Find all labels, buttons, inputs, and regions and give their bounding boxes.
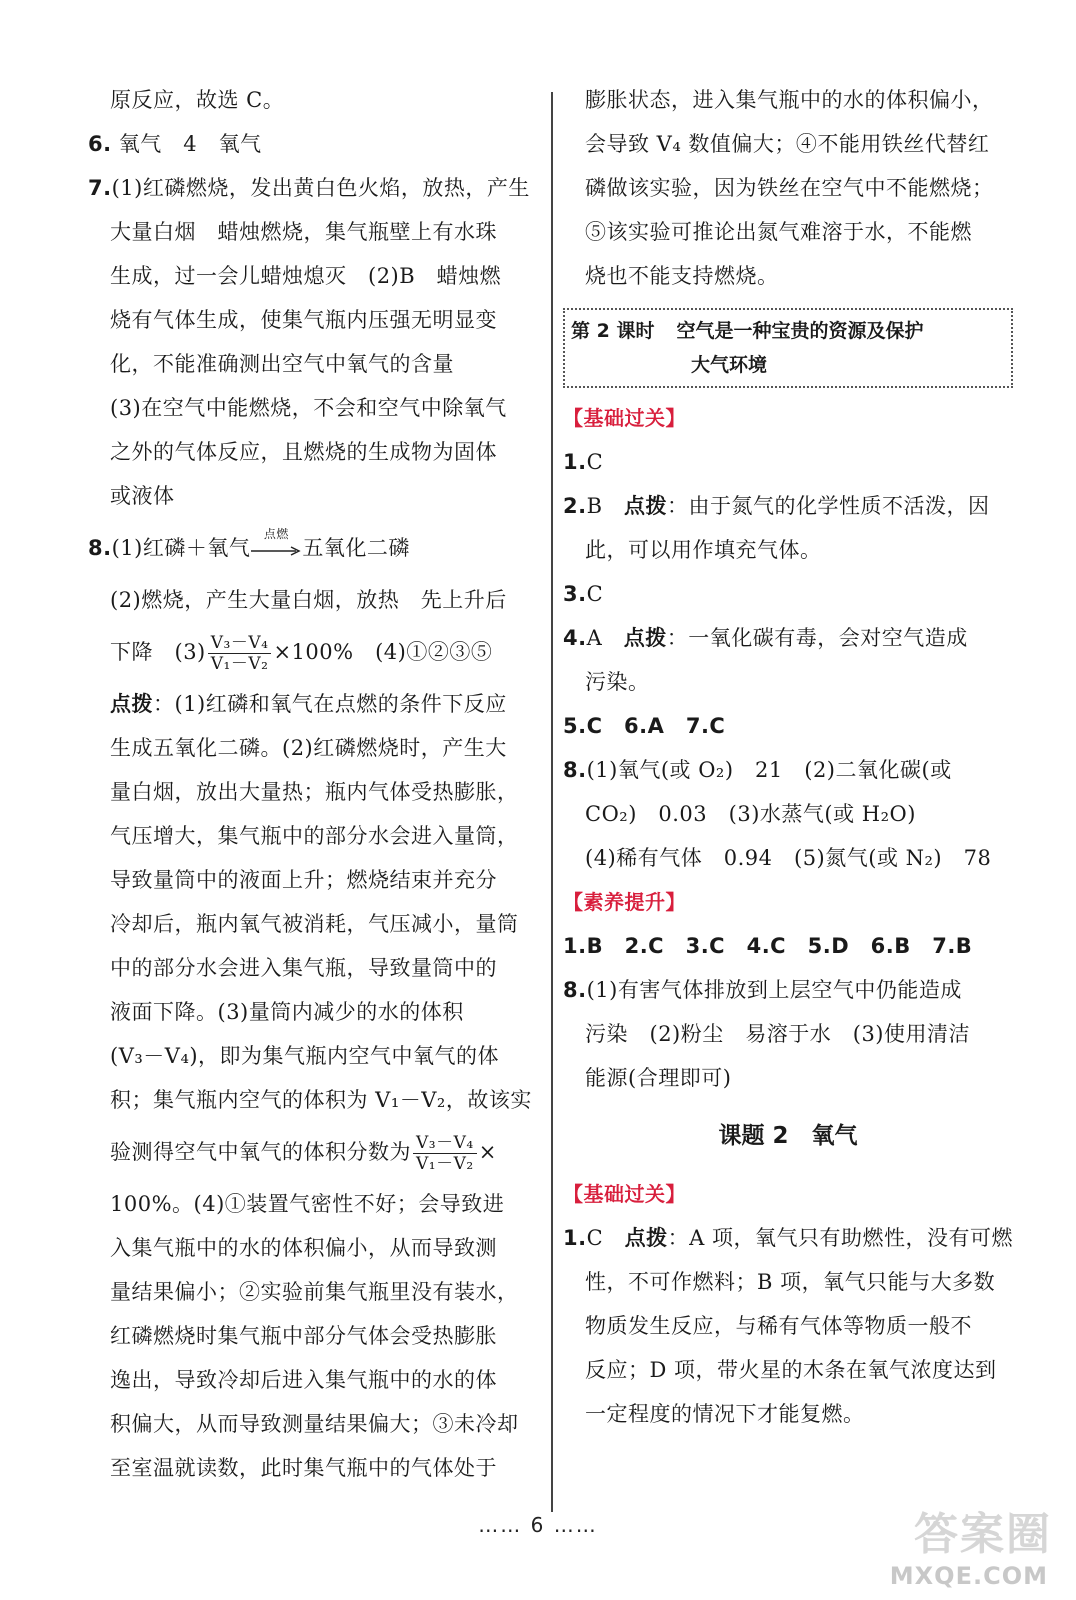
text-line: 烧有气体生成，使集气瓶内压强无明显变 <box>110 308 497 332</box>
column-divider <box>551 92 553 1512</box>
text-fragment: ：一氧化碳有毒，会对空气造成 <box>666 626 968 650</box>
text-line: 烧也不能支持燃烧。 <box>585 264 779 288</box>
text-line: 红磷燃烧时集气瓶中部分气体会受热膨胀 <box>110 1324 497 1348</box>
text-line: 污染。 <box>585 670 650 694</box>
text-fragment: ：A 项，氧气只有助燃性，没有可燃 <box>667 1226 1013 1250</box>
lesson-number: 第 2 课时 <box>571 320 655 342</box>
text-line: 量结果偏小；②实验前集气瓶里没有装水， <box>110 1280 519 1304</box>
tip-line <box>88 682 540 726</box>
answer-text: A <box>586 626 624 650</box>
text-line: (2)燃烧，产生大量白烟，放热 先上升后 <box>110 588 507 612</box>
fraction <box>413 1133 477 1174</box>
section-tag: 【素养提升】 <box>563 890 686 914</box>
answer-1 <box>563 1216 1013 1260</box>
answer-4 <box>563 616 1013 660</box>
text-fragment: 验测得空气中氧气的体积分数为 <box>110 1140 411 1164</box>
text-line: 导致量筒中的液面上升；燃烧结束并充分 <box>110 868 497 892</box>
tip-label: 点拨 <box>624 1226 668 1250</box>
equation-product: 五氧化二磷 <box>302 536 410 560</box>
text-line: 原反应，故选 C。 <box>110 88 285 112</box>
answer-text: C <box>586 1226 625 1250</box>
answer-text: (1)有害气体排放到上层空气中仍能造成 <box>586 978 962 1002</box>
reaction-arrow <box>250 526 302 560</box>
answers-5-7: 5.C 6.A 7.C <box>563 714 726 738</box>
equation-reactants: (1)红磷＋氧气 <box>111 536 251 560</box>
text-line: 或液体 <box>110 484 175 508</box>
lesson-title: 空气是一种宝贵的资源及保护 <box>676 320 924 342</box>
text-line: ⑤该实验可推论出氮气难溶于水，不能燃 <box>585 220 972 244</box>
question-number: 2. <box>563 494 587 518</box>
text-line: 性，不可作燃料；B 项，氧气只能与大多数 <box>585 1270 996 1294</box>
text-line: 化，不能准确测出空气中氧气的含量 <box>110 352 454 376</box>
text-line: 一定程度的情况下才能复燃。 <box>585 1402 865 1426</box>
footer-dots: …… <box>553 1513 598 1537</box>
text-line: CO₂) 0.03 (3)水蒸气(或 H₂O) <box>585 802 916 826</box>
text-line: 生成，过一会儿蜡烛熄灭 (2)B 蜡烛燃 <box>110 264 502 288</box>
text-line: 液面下降。(3)量筒内减少的水的体积 <box>110 1000 464 1024</box>
text-fragment: ×100% (4)①②③⑤ <box>273 640 493 664</box>
question-number: 1. <box>563 1226 587 1250</box>
footer-dots: …… <box>478 1513 523 1537</box>
text-line: 此，可以用作填充气体。 <box>585 538 822 562</box>
right-column <box>563 78 1013 1436</box>
answer-8 <box>563 968 1013 1012</box>
text-line: 入集气瓶中的水的体积偏小，从而导致测 <box>110 1236 497 1260</box>
text-line: 积偏大，从而导致测量结果偏大；③未冷却 <box>110 1412 519 1436</box>
text-line: 逸出，导致冷却后进入集气瓶中的水的体 <box>110 1368 497 1392</box>
tip-label: 点拨 <box>624 494 668 518</box>
text-line: 污染 (2)粉尘 易溶于水 (3)使用清洁 <box>585 1022 970 1046</box>
fraction-denominator: V₁－V₂ <box>210 654 269 674</box>
arrow-icon <box>250 546 302 556</box>
text-line: 量白烟，放出大量热；瓶内气体受热膨胀， <box>110 780 519 804</box>
watermark-url: MXQE.COM <box>889 1562 1048 1590</box>
text-line: (V₃－V₄)，即为集气瓶内空气中氧气的体 <box>110 1044 500 1068</box>
page-number: 6 <box>530 1513 546 1537</box>
answer-1 <box>563 440 1013 484</box>
question-number: 1. <box>563 450 587 474</box>
answer-text: (1)红磷燃烧，发出黄白色火焰，放热，产生 <box>111 176 530 200</box>
question-number: 3. <box>563 582 587 606</box>
answer-8 <box>88 518 540 578</box>
text-fragment: × <box>478 1140 497 1164</box>
text-line: 冷却后，瓶内氧气被消耗，气压减小，量筒 <box>110 912 519 936</box>
question-number: 4. <box>563 626 587 650</box>
text-line: 之外的气体反应，且燃烧的生成物为固体 <box>110 440 497 464</box>
tip-label: 点拨 <box>110 692 153 716</box>
answer-3 <box>563 572 1013 616</box>
answer-2 <box>563 484 1013 528</box>
question-number: 8. <box>563 758 587 782</box>
section-tag: 【基础过关】 <box>563 1182 686 1206</box>
text-line: 100%。(4)①装置气密性不好；会导致进 <box>110 1192 505 1216</box>
text-line: 气压增大，集气瓶中的部分水会进入量筒， <box>110 824 519 848</box>
answers-1-7: 1.B 2.C 3.C 4.C 5.D 6.B 7.B <box>563 934 973 958</box>
text-line: 大量白烟 蜡烛燃烧，集气瓶壁上有水珠 <box>110 220 497 244</box>
tip-label: 点拨 <box>623 626 667 650</box>
question-number: 7. <box>88 176 112 200</box>
answer-text: 氧气 4 氧气 <box>118 132 262 156</box>
fraction-denominator: V₁－V₂ <box>416 1154 474 1174</box>
question-number: 8. <box>563 978 587 1002</box>
answer-text: (1)氧气(或 O₂) 21 (2)二氧化碳(或 <box>586 758 952 782</box>
lesson-heading: 课题 2 氧气 <box>718 1123 858 1149</box>
text-line: 生成五氧化二磷。(2)红磷燃烧时，产生大 <box>110 736 507 760</box>
question-number: 6. <box>88 132 112 156</box>
answer-7 <box>88 166 540 210</box>
answer-text: C <box>586 582 604 606</box>
answer-8 <box>563 748 1013 792</box>
text-line: 膨胀状态，进入集气瓶中的水的体积偏小， <box>585 88 994 112</box>
text-line: 中的部分水会进入集气瓶，导致量筒中的 <box>110 956 497 980</box>
formula-line <box>88 622 540 682</box>
answer-6 <box>88 122 540 166</box>
text-line: (3)在空气中能燃烧，不会和空气中除氧气 <box>110 396 507 420</box>
text-fragment: 下降 (3) <box>110 640 206 664</box>
text-line: 积；集气瓶内空气的体积为 V₁－V₂，故该实 <box>110 1088 532 1112</box>
reaction-condition: 点燃 <box>263 526 289 541</box>
text-line: 磷做该实验，因为铁丝在空气中不能燃烧； <box>585 176 994 200</box>
watermark-logo: 答案圈 <box>914 1509 1052 1560</box>
lesson-title-continued: 大气环境 <box>691 354 768 376</box>
fraction <box>208 633 272 674</box>
text-line: 至室温就读数，此时集气瓶中的气体处于 <box>110 1456 497 1480</box>
answer-text: B <box>586 494 625 518</box>
left-column <box>88 78 540 1490</box>
text-fragment: ：由于氮气的化学性质不活泼，因 <box>667 494 990 518</box>
text-line: 物质发生反应，与稀有气体等物质一般不 <box>585 1314 972 1338</box>
text-line: (4)稀有气体 0.94 (5)氮气(或 N₂) 78 <box>585 846 992 870</box>
text-line: 反应；D 项，带火星的木条在氧气浓度达到 <box>585 1358 997 1382</box>
answer-text: C <box>586 450 604 474</box>
question-number: 8. <box>88 536 112 560</box>
text-fragment: ：(1)红磷和氧气在点燃的条件下反应 <box>153 692 507 716</box>
fraction-numerator: V₃－V₄ <box>208 633 272 654</box>
text-line: 会导致 V₄ 数值偏大；④不能用铁丝代替红 <box>585 132 990 156</box>
text-line: 能源(合理即可) <box>585 1066 732 1090</box>
fraction-numerator: V₃－V₄ <box>413 1133 477 1154</box>
lesson-header-box <box>563 308 1013 388</box>
formula-line <box>88 1122 540 1182</box>
section-tag: 【基础过关】 <box>563 406 686 430</box>
